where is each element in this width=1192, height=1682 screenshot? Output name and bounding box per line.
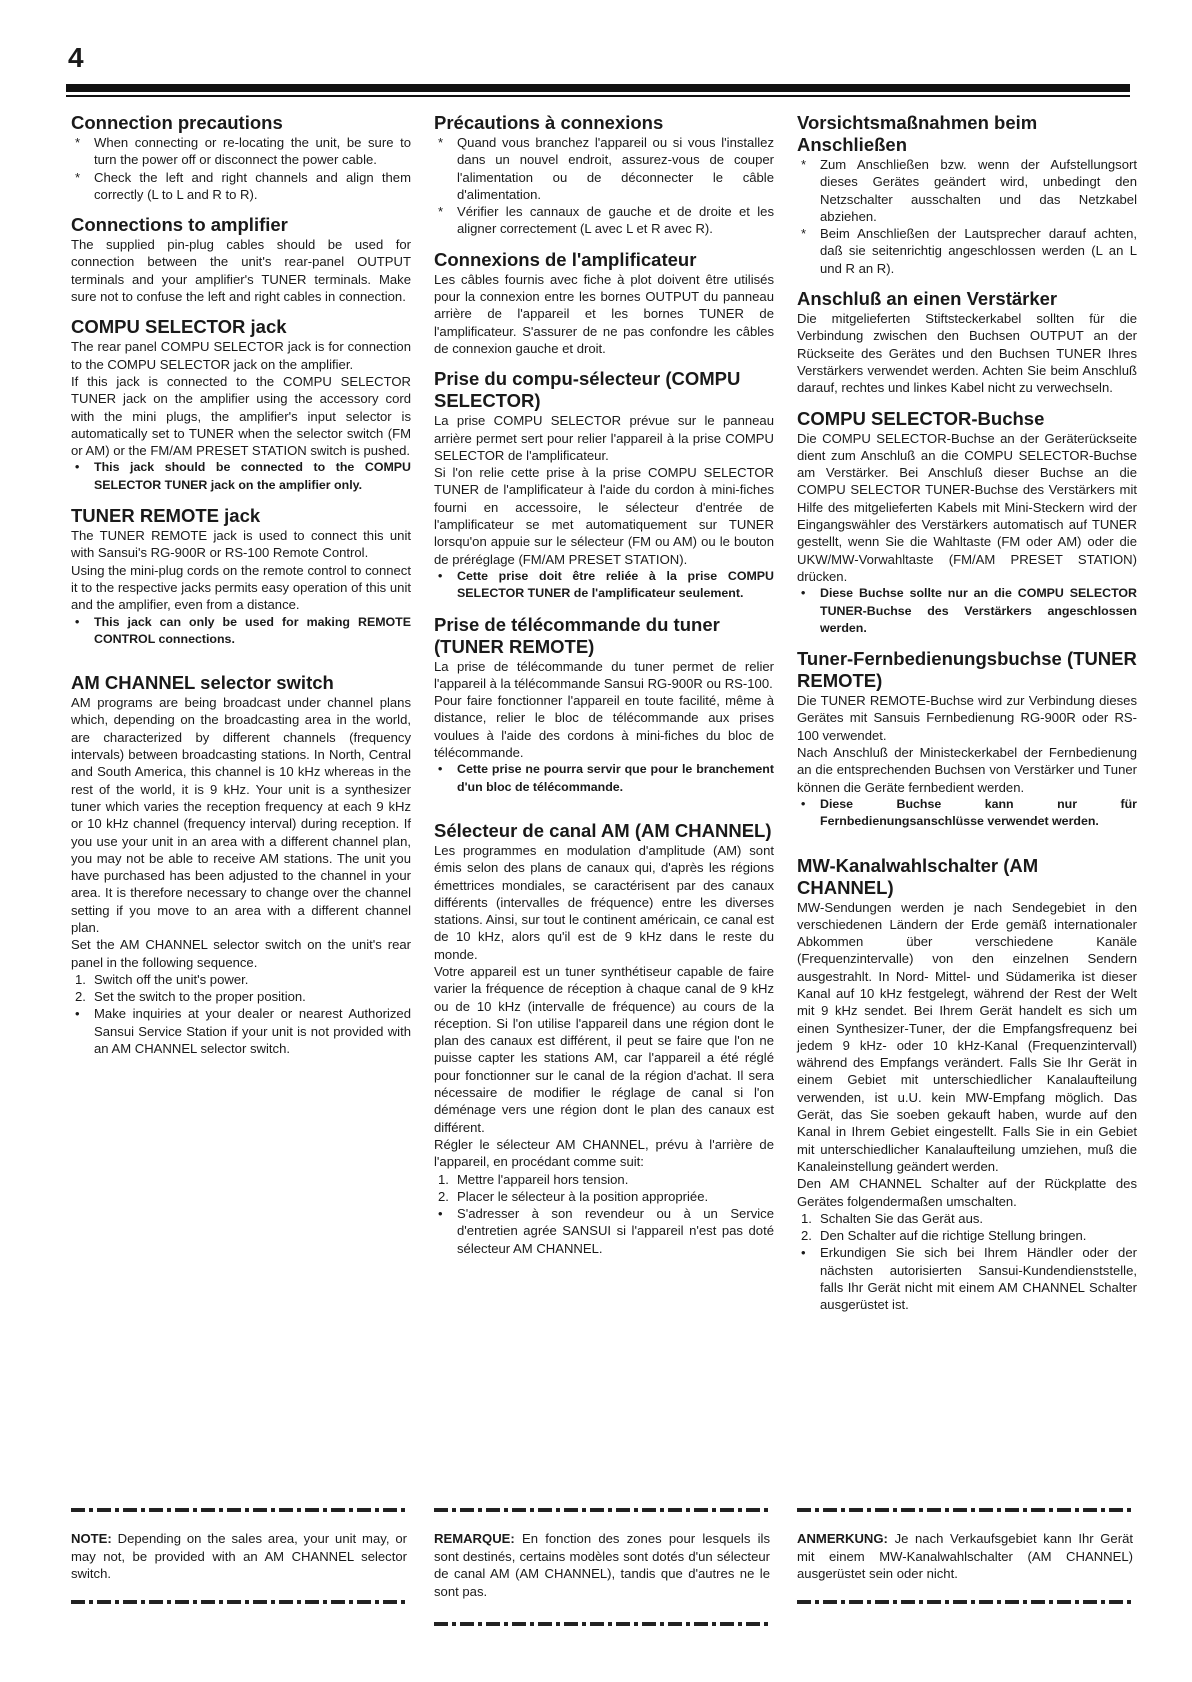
list-item-text: Check the left and right channels and align them correctly (L to L and R to R). <box>94 169 411 202</box>
body-paragraph: Using the mini-plug cords on the remote control to connect it to the respective jacks permits easy operation of this unit and the amplifier, even from a distance. <box>71 562 411 613</box>
body-paragraph: Die TUNER REMOTE-Buchse wird zur Verbindung dieses Gerätes mit Sansuis Fernbedienung RG-900R oder RS-100 verwendet. <box>797 693 1137 743</box>
list-item-text: Placer le sélecteur à la position appropriée. <box>457 1188 709 1204</box>
header-rule-thin <box>66 95 1130 97</box>
list-item <box>71 1005 411 1057</box>
list-item-text: Erkundigen Sie sich bei Ihrem Händler oder der nächsten autorisierten Sansui-Kundendienststelle, falls Ihr Gerät nicht mit einem AM CHANNEL Schalter ausgerüstet ist. <box>820 1245 1137 1313</box>
page-number: 4 <box>68 42 84 73</box>
separator-ornament <box>434 1622 770 1626</box>
section-heading: Connections to amplifier <box>71 214 288 236</box>
separator-ornament <box>71 1600 407 1604</box>
note-text: En fonction des zones pour lesquels ils sont destinés, certains modèles sont dotés d'un sélecteur de canal AM (AM CHANNEL), tandis que d'autres ne le sont pas. <box>434 1531 770 1599</box>
separator-ornament <box>797 1600 1133 1604</box>
list-marker: 2. <box>801 1228 812 1244</box>
body-paragraph: Si l'on relie cette prise à la prise COMPU SELECTOR TUNER de l'amplificateur à l'aide du cordon à mini-fiches fourni en accessoire, le sélecteur d'entrée de l'amplificateur se met automatiquement sur TUNER lorsqu'on appuie sur le sélecteur (FM ou AM) ou le bouton de préréglage (FM/AM PRESET STATION). <box>434 465 774 567</box>
section-spacer <box>434 796 774 820</box>
section-heading: COMPU SELECTOR jack <box>71 316 287 338</box>
body-paragraph: Nach Anschluß der Ministeckerkabel der Fernbedienung an die entsprechenden Buchsen von Verstärker und Tuner können die Geräte fernbedient werden. <box>797 745 1137 795</box>
list-marker: • <box>801 586 806 601</box>
list-item-text: This jack can only be used for making REMOTE CONTROL connections. <box>94 614 411 646</box>
note-german <box>797 1530 1133 1583</box>
column-german <box>797 112 1137 1314</box>
important-note-item <box>797 796 1137 831</box>
body-paragraph: Les programmes en modulation d'amplitude (AM) sont émis selon des plans de canaux qui, d'après les régions émettrices mondiales, se caractérisent par des canaux différents (intervalles de fréquence) entre les diverses stations. Ainsi, sur tout le continent américain, ce canal est de 10 kHz, alors qu'il est de 9 kHz dans le reste du monde. <box>434 842 774 962</box>
note-french <box>434 1530 770 1600</box>
important-note-item <box>797 585 1137 637</box>
section-spacer <box>797 831 1137 855</box>
list-item <box>434 1205 774 1257</box>
important-note-item <box>71 459 411 494</box>
list-item <box>434 203 774 238</box>
body-paragraph: Votre appareil est un tuner synthétiseur capable de faire varier la fréquence de réception à chaque canal de 9 kHz ou de 10 kHz (intervalle de fréquence) au cours de la réception. Si l'on utilise l'appareil dans une région dont le plan des canaux est différent, il peut se faire que l'on ne puisse capter les stations AM, car l'appareil a été réglé pour fonctionner sur le canal de la région d'achat. Il sera nécessaire de modifier le réglage de canal si l'on déménage vers une région dont le plan des canaux est différent. <box>434 963 774 1135</box>
item-list <box>434 568 774 603</box>
list-item <box>797 225 1137 277</box>
list-marker: • <box>438 1206 443 1222</box>
body-paragraph: If this jack is connected to the COMPU SELECTOR TUNER jack on the amplifier using the accessory cord with the mini plugs, the amplifier's input selector is automatically set to TUNER when the selector switch (FM or AM) or the FM/AM PRESET STATION switch is pushed. <box>71 373 411 459</box>
list-marker: • <box>75 1006 80 1022</box>
body-paragraph: The rear panel COMPU SELECTOR jack is for connection to the COMPU SELECTOR jack on the amplifier. <box>71 339 411 372</box>
list-item-text: Beim Anschließen der Lautsprecher darauf achten, daß sie seitenrichtig angeschlossen werden (L an L und R an R). <box>820 226 1137 276</box>
section-heading: COMPU SELECTOR-Buchse <box>797 407 1045 429</box>
list-marker: 1. <box>75 971 86 987</box>
list-marker: • <box>801 1245 806 1261</box>
list-item-text: Quand vous branchez l'appareil ou si vous l'installez dans un nouvel endroit, assurez-vous de couper l'alimentation ou de déconnecter le câble d'alimentation. <box>457 135 774 202</box>
section-heading: TUNER REMOTE jack <box>71 505 261 527</box>
item-list <box>797 1210 1137 1314</box>
list-marker: 1. <box>438 1171 449 1187</box>
list-item <box>434 1171 774 1188</box>
section-heading: Anschluß an einen Verstärker <box>797 288 1058 310</box>
section-heading: Prise de télécommande du tuner (TUNER REMOTE) <box>434 613 720 657</box>
list-item-text: Diese Buchse sollte nur an die COMPU SELECTOR TUNER-Buchse des Verstärkers angeschlossen werden. <box>820 586 1137 635</box>
important-note-item <box>71 614 411 649</box>
body-paragraph: La prise COMPU SELECTOR prévue sur le panneau arrière permet sert pour relier l'appareil à la prise COMPU SELECTOR de l'amplificateur. <box>434 413 774 463</box>
list-item <box>797 156 1137 225</box>
body-paragraph: The TUNER REMOTE jack is used to connect this unit with Sansui's RG-900R or RS-100 Remote Control. <box>71 528 411 561</box>
list-marker: * <box>75 169 81 185</box>
item-list <box>797 156 1137 277</box>
column-french <box>434 112 774 1257</box>
list-marker: 2. <box>75 989 86 1005</box>
column-english <box>71 112 411 1057</box>
list-item <box>434 134 774 203</box>
header-rule <box>66 84 1130 92</box>
list-item-text: Zum Anschließen bzw. wenn der Aufstellungsort dieses Gerätes geändert wird, unbedingt den Netzschalter ausschalten und das Netzkabel abziehen. <box>820 157 1137 224</box>
section-heading: Précautions à connexions <box>434 112 664 133</box>
separator-ornament <box>797 1508 1133 1512</box>
item-list <box>797 585 1137 637</box>
item-list <box>71 614 411 649</box>
section-heading: AM CHANNEL selector switch <box>71 672 334 694</box>
list-item <box>71 971 411 988</box>
body-paragraph: MW-Sendungen werden je nach Sendegebiet in den verschiedenen Ländern der Erde gemäß internationaler Abkommen über verschiedene Kanäle (Frequenzintervalle) von den einzelnen Sendern ausgestrahlt. In Nord- Mittel- und Südamerika ist dieser Kanal auf 10 kHz festgelegt, während der Rest der Welt mit 9 kHz sendet. Bei Ihrem Gerät handelt es sich um einen Synthesizer-Tuner, der die Empfangsfrequenz bei jedem 9 kHz- oder 10 kHz-Kanal (Frequenzintervall) während des Empfangs verändert. Falls Sie Ihr Gerät in einem Gebiet mit unterschiedlicher Kanalaufteilung verwenden, ist u.U. kein MW-Empfang möglich. Das Gerät, das Sie soeben gekauft haben, wurde auf den Kanal in Ihrem Gebiet eingestellt. Falls Sie in ein Gebiet mit unterschiedlicher Kanalaufteilung umziehen, muß die Kanaleinstellung geändert werden. <box>797 899 1137 1174</box>
list-marker: * <box>801 226 807 242</box>
note-label: REMARQUE: <box>434 1531 515 1546</box>
list-item <box>797 1227 1137 1244</box>
list-marker: * <box>438 135 444 150</box>
item-list <box>434 134 774 238</box>
note-english <box>71 1530 407 1583</box>
body-paragraph: Régler le sélecteur AM CHANNEL, prévu à l'arrière de l'appareil, en procédant comme suit: <box>434 1136 774 1170</box>
list-marker: * <box>438 204 444 220</box>
item-list <box>71 971 411 1057</box>
section-heading: Vorsichtsmaßnahmen beim Anschließen <box>797 112 1038 155</box>
list-item-text: Mettre l'appareil hors tension. <box>457 1171 629 1187</box>
body-paragraph: AM programs are being broadcast under channel plans which, depending on the broadcasting area in the world, are characterized by different channels (frequency intervals) between broadcasting stations. In North, Central and South America, this channel is 10 kHz whereas in the rest of the world, it is 9 kHz. Your unit is a synthesizer tuner which varies the reception frequency at each 9 kHz or 10 kHz channel (frequency interval) during reception. If you use your unit in an area with a different channel plan, you may not be able to receive AM stations. The unit you have purchased has been adjusted to the channel in your area. It is therefore necessary to change over the channel setting if you move to an area with a different channel plan. <box>71 695 411 935</box>
section-heading: Prise du compu-sélecteur (COMPU SELECTOR) <box>434 368 741 412</box>
important-note-item <box>434 761 774 796</box>
note-label: ANMERKUNG: <box>797 1531 888 1546</box>
separator-ornament <box>71 1508 407 1512</box>
list-item-text: Cette prise doit être reliée à la prise COMPU SELECTOR TUNER de l'amplificateur seulement. <box>457 568 774 601</box>
note-label: NOTE: <box>71 1531 112 1546</box>
body-paragraph: Pour faire fonctionner l'appareil en toute facilité, même à distance, relier le bloc de télécommande aux prises voulues à l'aide des cordons à mini-fiches du bloc de télécommande. <box>434 693 774 761</box>
list-item-text: Make inquiries at your dealer or nearest Authorized Sansui Service Station if your unit is not provided with an AM CHANNEL selector switch. <box>94 1006 411 1057</box>
list-marker: • <box>75 460 80 475</box>
list-item-text: Cette prise ne pourra servir que pour le branchement d'un bloc de télécommande. <box>457 762 774 794</box>
list-marker: • <box>801 796 806 811</box>
list-marker: • <box>438 568 443 583</box>
item-list <box>434 1171 774 1257</box>
body-paragraph: The supplied pin-plug cables should be used for connection between the unit's rear-panel OUTPUT terminals and your amplifier's TUNER terminals. Make sure not to confuse the left and right cables in connection. <box>71 237 411 305</box>
list-marker: 1. <box>801 1210 812 1226</box>
item-list <box>797 796 1137 831</box>
important-note-item <box>434 568 774 603</box>
list-item <box>71 169 411 204</box>
body-paragraph: Die mitgelieferten Stiftsteckerkabel sollten für die Verbindung zwischen den Buchsen OUTPUT an der Rückseite des Gerätes und den Buchsen TUNER Ihres Verstärkers verwendet werden. Achten Sie beim Anschluß darauf, rechtes und linkes Kabel nicht zu verwechseln. <box>797 311 1137 396</box>
body-paragraph: Die COMPU SELECTOR-Buchse an der Geräterückseite dient zum Anschluß an die COMPU SELECTOR-Buchse am Verstärker. Bei Anschluß dieser Buchse an die COMPU SELECTOR TUNER-Buchse des Verstärkers mit Hilfe des mitgelieferten Kabels mit Mini-Steckern wird der Eingangswähler des Verstärkers automatisch auf TUNER gestellt, wenn Sie die Wahltaste (FM oder AM) oder die UKW/MW-Vorwahltaste (FM/AM PRESET STATION) drücken. <box>797 430 1137 584</box>
body-paragraph: Set the AM CHANNEL selector switch on the unit's rear panel in the following sequence. <box>71 937 411 970</box>
list-marker: • <box>75 614 80 629</box>
list-item-text: Set the switch to the proper position. <box>94 989 306 1005</box>
item-list <box>71 459 411 494</box>
list-marker: * <box>75 135 81 150</box>
list-item <box>797 1210 1137 1227</box>
list-item-text: Diese Buchse kann nur für Fernbedienungsanschlüsse verwendet werden. <box>820 796 1137 829</box>
item-list <box>434 761 774 796</box>
note-text: Je nach Verkaufsgebiet kann Ihr Gerät mit einem MW-Kanalwahlschalter (AM CHANNEL) ausgerüstet sein oder nicht. <box>797 1531 1133 1581</box>
list-marker: * <box>801 157 807 172</box>
list-item <box>71 134 411 169</box>
list-item-text: S'adresser à son revendeur ou à un Service d'entretien agrée SANSUI si l'appareil n'est pas doté sélecteur AM CHANNEL. <box>457 1206 774 1256</box>
section-spacer <box>71 648 411 672</box>
section-heading: MW-Kanalwahlschalter (AM CHANNEL) <box>797 854 1039 898</box>
list-item-text: Switch off the unit's power. <box>94 971 249 987</box>
body-paragraph: La prise de télécommande du tuner permet de relier l'appareil à la télécommande Sansui RG-900R ou RS-100. <box>434 658 774 691</box>
list-item-text: When connecting or re-locating the unit, be sure to turn the power off or disconnect the power cable. <box>94 135 411 168</box>
section-heading: Tuner-Fernbedienungsbuchse (TUNER REMOTE) <box>797 648 1137 692</box>
note-text: Depending on the sales area, your unit may, or may not, be provided with an AM CHANNEL selector switch. <box>71 1531 407 1581</box>
list-item <box>434 1188 774 1205</box>
list-item-text: Den Schalter auf die richtige Stellung bringen. <box>820 1228 1087 1244</box>
list-item <box>71 988 411 1005</box>
item-list <box>71 134 411 203</box>
list-item-text: Schalten Sie das Gerät aus. <box>820 1210 984 1226</box>
list-marker: • <box>438 762 443 777</box>
list-marker: 2. <box>438 1188 449 1204</box>
body-paragraph: Les câbles fournis avec fiche à plot doivent être utilisés pour la connexion entre les bornes OUTPUT du panneau arrière de l'appareil et les bornes TUNER de l'amplificateur. S'assurer de ne pas confondre les câbles de connexion gauche et droit. <box>434 271 774 356</box>
section-heading: Sélecteur de canal AM (AM CHANNEL) <box>434 819 772 841</box>
list-item-text: This jack should be connected to the COMPU SELECTOR TUNER jack on the amplifier only. <box>94 460 411 492</box>
section-heading: Connexions de l'amplificateur <box>434 248 697 270</box>
separator-ornament <box>434 1508 770 1512</box>
list-item-text: Vérifier les cannaux de gauche et de droite et les aligner correctement (L avec L et R avec R). <box>457 204 774 237</box>
body-paragraph: Den AM CHANNEL Schalter auf der Rückplatte des Gerätes folgendermaßen umschalten. <box>797 1176 1137 1209</box>
list-item <box>797 1244 1137 1313</box>
section-heading: Connection precautions <box>71 112 283 133</box>
